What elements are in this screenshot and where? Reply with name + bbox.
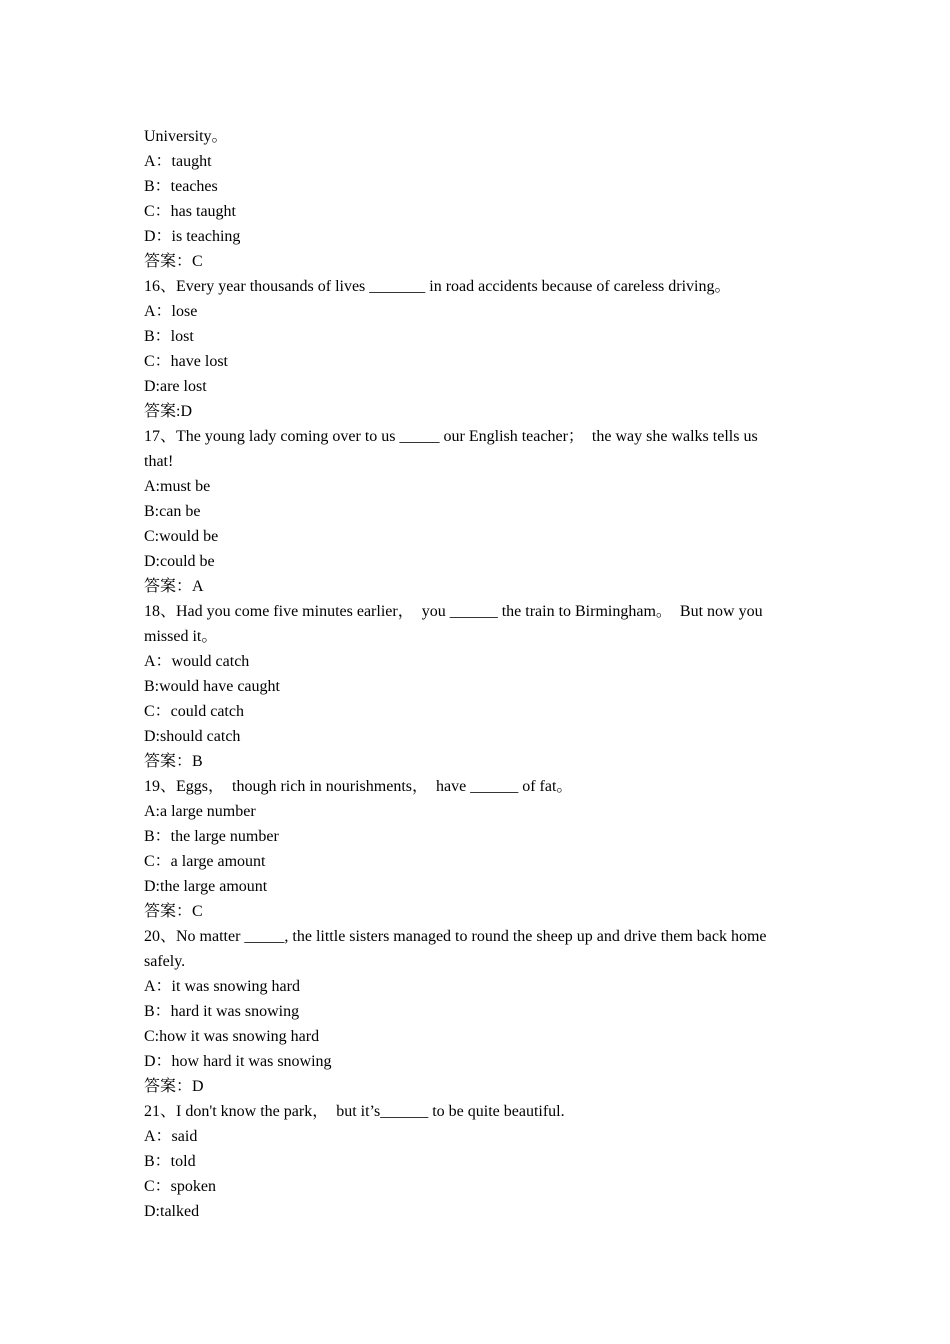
document-page (144, 124, 804, 1224)
answer-key: 答案：C (144, 903, 203, 920)
answer-option: A：would catch (144, 653, 250, 670)
answer-option: A:must be (144, 478, 211, 495)
question-text: 18、Had you come five minutes earlier， you ______ the train to Birmingham。 But now you (144, 603, 763, 620)
answer-option: D：how hard it was snowing (144, 1053, 332, 1070)
answer-key: 答案：C (144, 253, 203, 270)
question-text: 17、The young lady coming over to us _____ our English teacher； the way she walks tells us (144, 428, 758, 445)
answer-option: D:should catch (144, 728, 241, 745)
answer-option: C：has taught (144, 203, 236, 220)
answer-option: A:a large number (144, 803, 256, 820)
answer-key: 答案:D (144, 403, 193, 420)
answer-option: C:would be (144, 528, 219, 545)
answer-option: A：it was snowing hard (144, 978, 300, 995)
question-text-continuation: University。 (144, 128, 228, 145)
answer-option: B：teaches (144, 178, 218, 195)
answer-option: B：the large number (144, 828, 279, 845)
answer-option: A：said (144, 1128, 198, 1145)
answer-option: C：could catch (144, 703, 244, 720)
answer-option: B:can be (144, 503, 201, 520)
answer-option: D:the large amount (144, 878, 268, 895)
answer-option: D：is teaching (144, 228, 241, 245)
answer-option: B：told (144, 1153, 196, 1170)
answer-option: B：hard it was snowing (144, 1003, 300, 1020)
answer-option: A：lose (144, 303, 198, 320)
answer-key: 答案：B (144, 753, 203, 770)
answer-key: 答案：A (144, 578, 204, 595)
answer-option: C：a large amount (144, 853, 266, 870)
answer-option: C：have lost (144, 353, 228, 370)
answer-option: D:are lost (144, 378, 207, 395)
answer-option: A：taught (144, 153, 212, 170)
answer-option: C:how it was snowing hard (144, 1028, 320, 1045)
question-text: 20、No matter _____, the little sisters managed to round the sheep up and drive them back home (144, 928, 767, 945)
question-text: 21、I don't know the park， but it’s______ to be quite beautiful. (144, 1103, 565, 1120)
answer-option: B:would have caught (144, 678, 280, 695)
question-text-continuation: safely. (144, 953, 186, 970)
answer-option: C：spoken (144, 1178, 217, 1195)
answer-option: B：lost (144, 328, 194, 345)
question-text: 19、Eggs， though rich in nourishments， have ______ of fat。 (144, 778, 573, 795)
answer-key: 答案：D (144, 1078, 204, 1095)
question-text-continuation: that! (144, 453, 174, 470)
question-text: 16、Every year thousands of lives _______ in road accidents because of careless driving。 (144, 278, 731, 295)
answer-option: D:talked (144, 1203, 200, 1220)
question-text-continuation: missed it。 (144, 628, 218, 645)
answer-option: D:could be (144, 553, 215, 570)
